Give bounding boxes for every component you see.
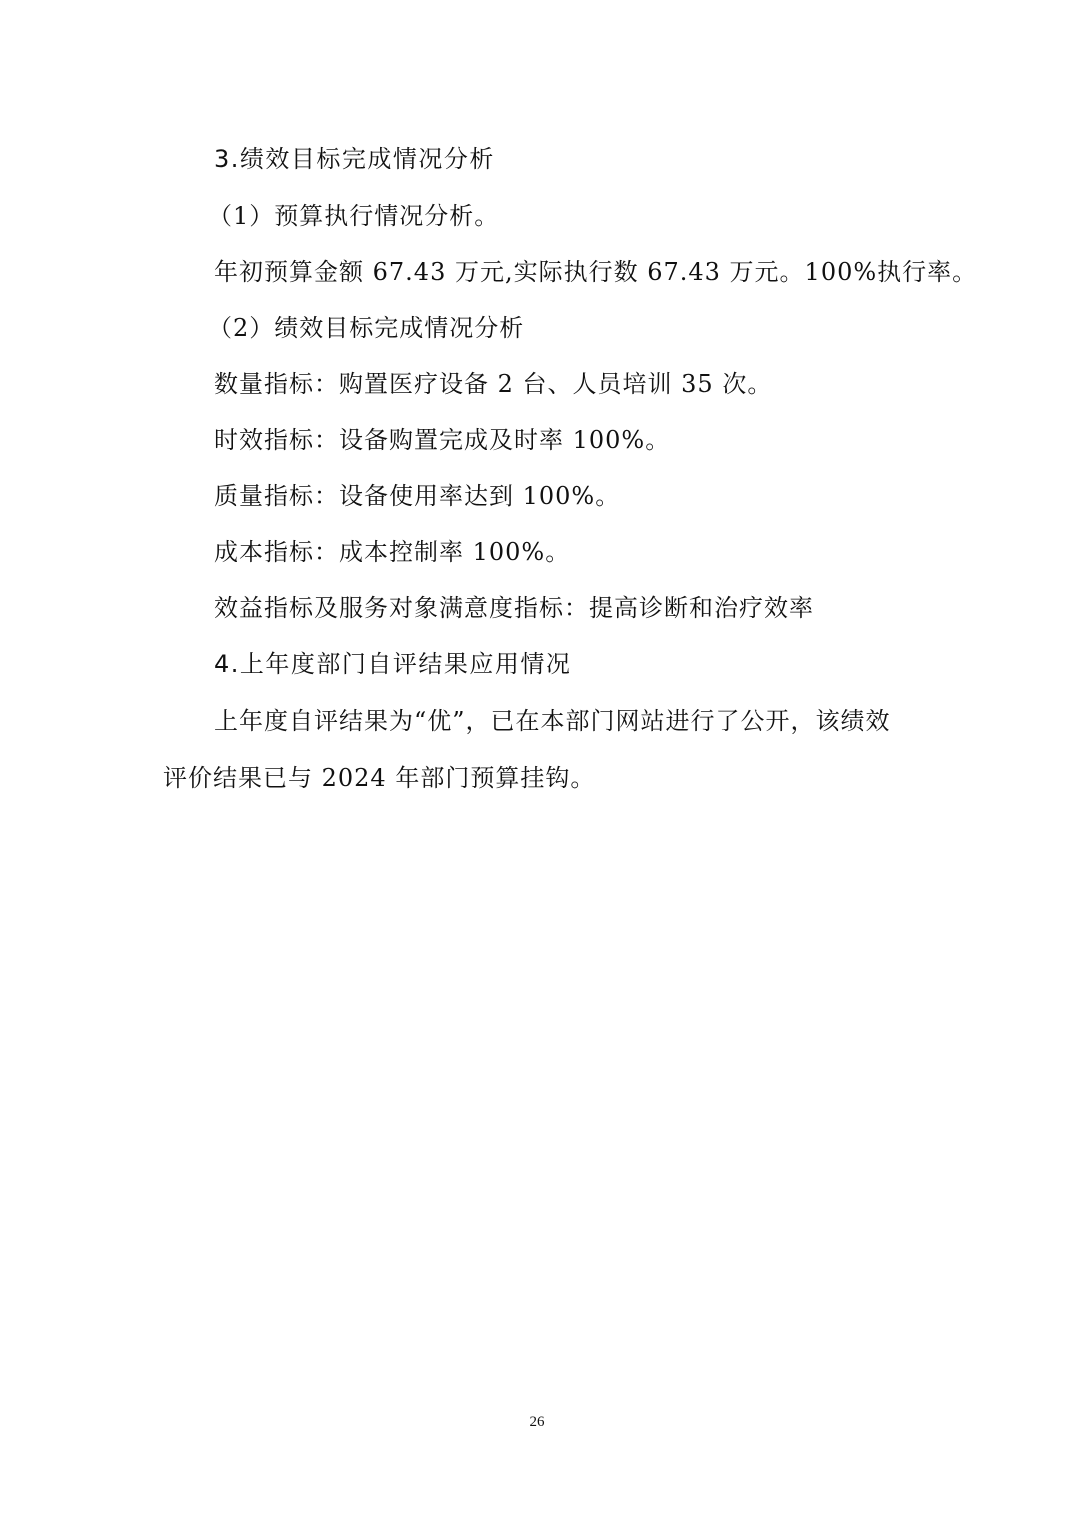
page-number: 26 — [529, 1414, 545, 1430]
subsection-2-heading: （2）绩效目标完成情况分析 — [208, 314, 525, 342]
self-evaluation-paragraph-line-2: 评价结果已与 2024 年部门预算挂钩。 — [163, 764, 596, 792]
section-3-heading: 3.绩效目标完成情况分析 — [214, 145, 495, 173]
quantity-indicator-text: 数量指标：购置医疗设备 2 台、人员培训 35 次。 — [214, 370, 773, 398]
budget-execution-text: 年初预算金额 67.43 万元,实际执行数 67.43 万元。100%执行率。 — [214, 258, 978, 286]
subsection-1-heading: （1）预算执行情况分析。 — [208, 202, 500, 230]
benefit-indicator-text: 效益指标及服务对象满意度指标：提高诊断和治疗效率 — [214, 594, 814, 622]
timeliness-indicator-text: 时效指标：设备购置完成及时率 100%。 — [214, 426, 671, 454]
cost-indicator-text: 成本指标：成本控制率 100%。 — [214, 538, 571, 566]
self-evaluation-paragraph-line-1: 上年度自评结果为“优”，已在本部门网站进行了公开，该绩效 — [214, 707, 891, 735]
quality-indicator-text: 质量指标：设备使用率达到 100%。 — [214, 482, 621, 510]
section-4-heading: 4.上年度部门自评结果应用情况 — [214, 650, 572, 678]
